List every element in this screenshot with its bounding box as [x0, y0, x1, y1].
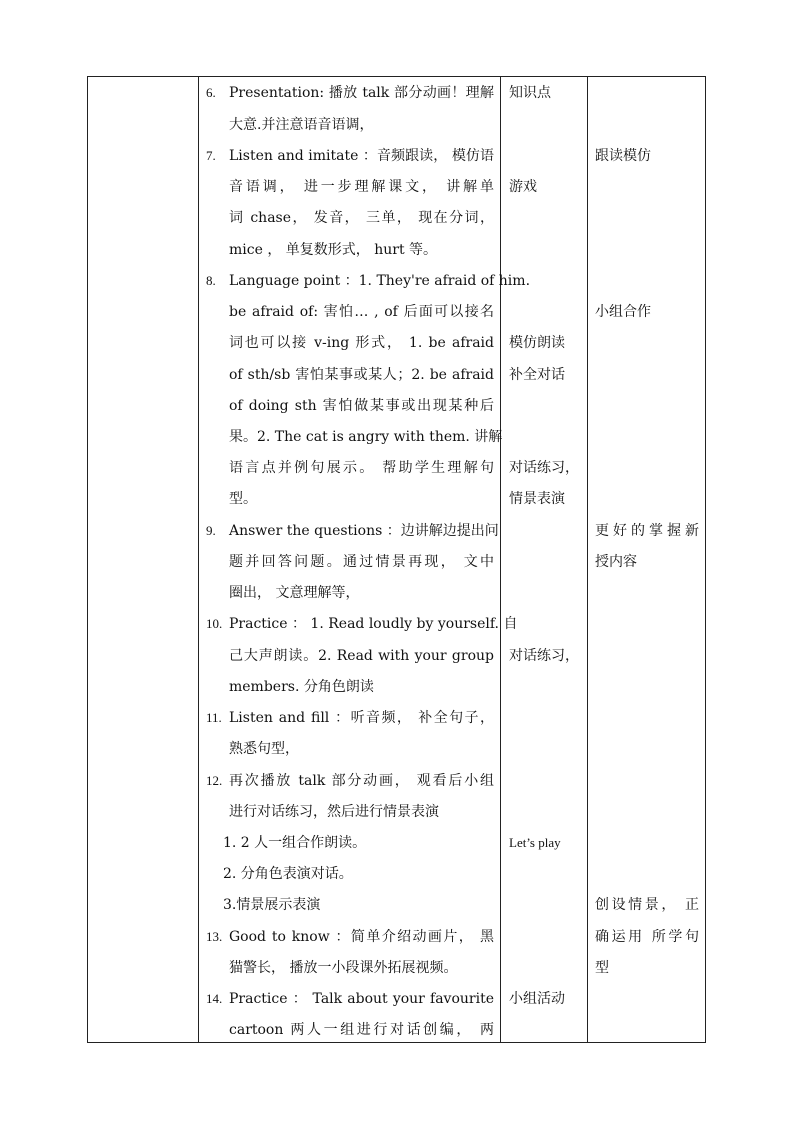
activity-label: 对话练习，	[509, 648, 579, 664]
step-text: 词 chase， 发音， 三单， 现在分词，	[229, 210, 494, 226]
step-text: 进行对话练习，然后进行情景表演	[229, 804, 439, 820]
step-text: 再次播放 talk 部分动画， 观看后小组	[229, 773, 494, 789]
step-text: members. 分角色朗读	[229, 679, 374, 695]
purpose-label: 型	[595, 960, 609, 976]
step-text: Practice ： 1. Read loudly by yourself. 自	[229, 616, 518, 632]
step-number: 11.	[206, 710, 222, 725]
column-divider-2	[500, 77, 501, 1042]
step-text: 己大声朗读。2. Read with your group	[229, 648, 494, 664]
step-text: 型。	[229, 491, 257, 507]
purpose-label: 确运用 所学句	[595, 929, 699, 945]
step-text: 圈出， 文意理解等，	[229, 585, 360, 601]
step-number: 12.	[206, 773, 223, 788]
activity-label: Let’s play	[509, 835, 561, 850]
step-text: 猫警长， 播放一小段课外拓展视频。	[229, 960, 458, 976]
activity-label: 对话练习，	[509, 460, 579, 476]
step-text: Language point ：1. They're afraid of him.	[229, 273, 531, 289]
step-text: 语言点并例句展示。 帮助学生理解句	[229, 460, 494, 476]
column-divider-3	[587, 77, 588, 1042]
step-text: 大意.并注意语音语调，	[229, 117, 374, 133]
activity-label: 游戏	[509, 179, 537, 195]
sub-step-text: 1. 2 人一组合作朗读。	[223, 835, 367, 851]
step-text: 题并回答问题。通过情景再现， 文中	[229, 554, 494, 570]
activity-label: 模仿朗读	[509, 335, 565, 351]
step-text: Answer the questions ：边讲解边提出问	[229, 523, 499, 539]
step-number: 9.	[206, 523, 216, 538]
activity-label: 补全对话	[509, 367, 565, 383]
step-number: 6.	[206, 85, 216, 100]
step-text: be afraid of: 害怕… , of 后面可以接名	[229, 304, 494, 320]
activity-label: 小组活动	[509, 991, 565, 1007]
step-text: 果。2. The cat is angry with them. 讲解	[229, 429, 503, 445]
column-divider-1	[198, 77, 199, 1042]
step-number: 13.	[206, 929, 223, 944]
activity-label: 知识点	[509, 85, 551, 101]
step-number: 14.	[206, 991, 223, 1006]
purpose-label: 小组合作	[595, 304, 651, 320]
step-text: Listen and imitate ：音频跟读， 模仿语	[229, 148, 494, 164]
step-text: of sth/sb 害怕某事或某人；2. be afraid	[229, 367, 494, 383]
purpose-label: 跟读模仿	[595, 148, 651, 164]
step-number: 8.	[206, 273, 216, 288]
step-number: 10.	[206, 616, 223, 631]
step-text: Presentation: 播放 talk 部分动画！理解	[229, 85, 494, 101]
sub-step-text: 3.情景展示表演	[223, 897, 321, 913]
step-text: Practice ： Talk about your favourite	[229, 991, 494, 1007]
step-text: Listen and fill ：听音频， 补全句子，	[229, 710, 494, 726]
step-text: of doing sth 害怕做某事或出现某种后	[229, 398, 494, 414]
step-text: 音语调， 进一步理解课文， 讲解单	[229, 179, 494, 195]
purpose-label: 授内容	[595, 554, 637, 570]
step-text: mice ， 单复数形式， hurt 等。	[229, 242, 438, 258]
step-number: 7.	[206, 148, 216, 163]
step-text: 熟悉句型，	[229, 741, 299, 757]
step-text: cartoon 两人一组进行对话创编， 两	[229, 1022, 494, 1038]
activity-label: 情景表演	[509, 491, 565, 507]
step-text: 词也可以接 v-ing 形式， 1. be afraid	[229, 335, 494, 351]
sub-step-text: 2. 分角色表演对话。	[223, 866, 353, 882]
lesson-table	[87, 76, 706, 1043]
purpose-label: 创设情景， 正	[595, 897, 699, 913]
purpose-label: 更好的掌握新	[595, 523, 699, 539]
step-text: Good to know ：简单介绍动画片， 黑	[229, 929, 494, 945]
